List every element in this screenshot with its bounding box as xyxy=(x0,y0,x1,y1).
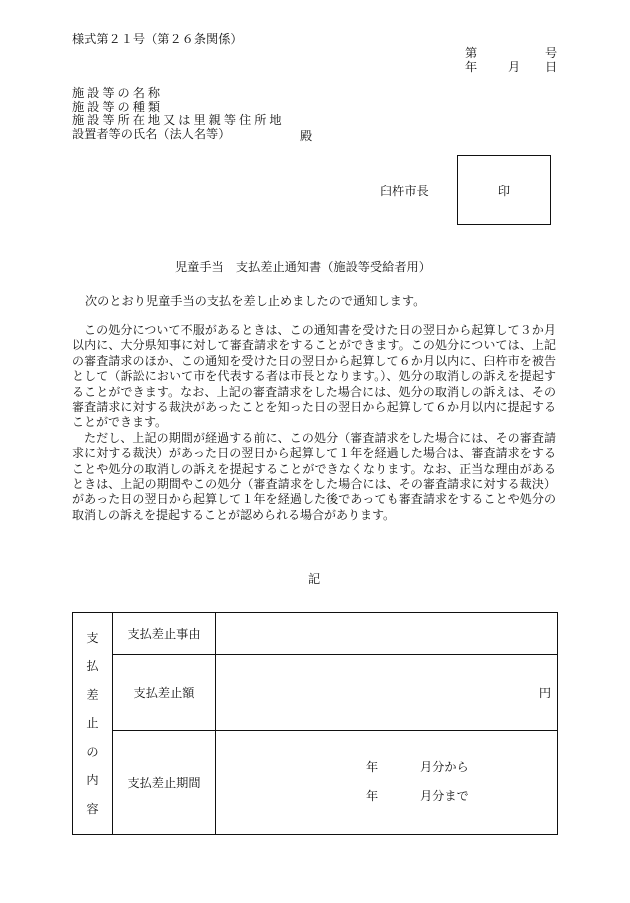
reason-label: 支払差止事由 xyxy=(113,613,216,655)
vertical-heading: 支 払 差 止 の 内 容 xyxy=(73,613,113,835)
amount-label: 支払差止額 xyxy=(113,655,216,731)
yen-unit: 円 xyxy=(538,686,551,700)
date-year-label: 年 xyxy=(465,60,478,74)
appeal-paragraph: この処分について不服があるときは、この通知書を受けた日の翌日から起算して３か月以内に、大分県知事に対して審査請求をすることができます。この処分については、上記の審査請求のほか、この通知を受けた日の翌日から起算して６か月以内に、臼杵市を被告として（訴訟において市を代表する者は市長となります。）、処分の取消しの訴えを提起することができます。なお、上記の審査請求をした場合には、処分の取消しの訴えは、その審査請求に対する裁決があったことを知った日の翌日から起算して６か月以内に提起することができます。 xyxy=(72,323,556,430)
establisher-name-label: 設置者等の氏名（法人名等） xyxy=(72,126,231,141)
honorific-dono: 殿 xyxy=(300,129,313,143)
table-row xyxy=(73,731,558,835)
period-field[interactable] xyxy=(216,731,558,835)
table-row xyxy=(73,613,558,655)
period-to: 年 月分まで xyxy=(366,789,469,803)
sender-mayor: 臼杵市長 xyxy=(380,184,429,198)
table-row xyxy=(73,655,558,731)
reference-number-prefix: 第 xyxy=(465,46,478,60)
document-title: 児童手当 支払差止通知書（施設等受給者用） xyxy=(175,260,431,274)
reason-field[interactable] xyxy=(216,613,558,655)
period-from: 年 月分から xyxy=(366,760,469,774)
detail-table xyxy=(72,612,558,835)
date-month-label: 月 xyxy=(508,60,521,74)
amount-field[interactable] xyxy=(216,655,558,731)
recipient-block xyxy=(72,87,285,141)
seal-box xyxy=(457,155,551,225)
facility-type-label: 施設等の種類 xyxy=(72,99,164,114)
period-label: 支払差止期間 xyxy=(113,731,216,835)
appeal-paragraph: ただし、上記の期間が経過する前に、この処分（審査請求をした場合には、その審査請求に対する裁決）があった日の翌日から起算して１年を経過した場合は、審査請求をすることや処分の取消しの訴えを提起することができなくなります。なお、正当な理由があるときは、上記の期間やこの処分（審査請求をした場合には、その審査請求に対する裁決）があった日の翌日から起算して１年を経過した後であっても審査請求をすることや処分の取消しの訴えを提起することが認められる場合があります。 xyxy=(72,430,556,522)
reference-number-suffix: 号 xyxy=(545,46,558,60)
appeal-notice xyxy=(72,323,556,523)
seal-label: 印 xyxy=(497,183,511,198)
facility-name-label: 施設等の名称 xyxy=(72,86,164,100)
facility-address-label: 施設等所在地又は里親等住所地 xyxy=(72,113,285,127)
date-day-label: 日 xyxy=(545,60,558,74)
lead-sentence: 次のとおり児童手当の支払を差し止めましたので通知します。 xyxy=(85,294,426,308)
form-number: 様式第２１号（第２６条関係） xyxy=(72,32,243,46)
ki-heading: 記 xyxy=(308,572,321,586)
